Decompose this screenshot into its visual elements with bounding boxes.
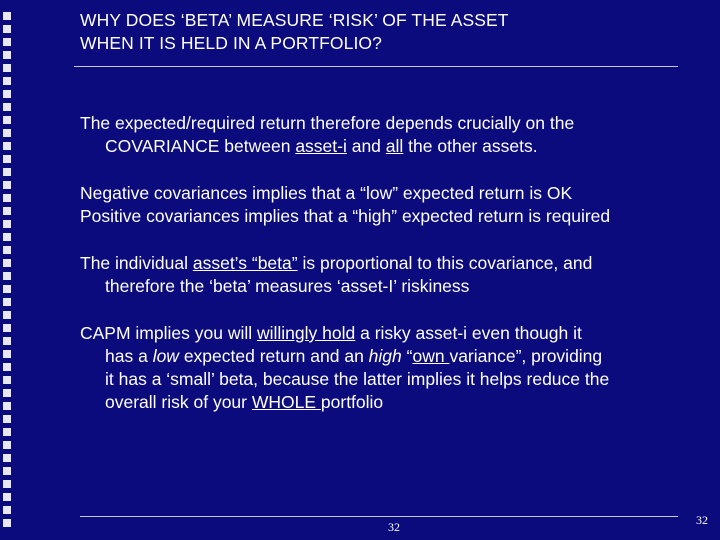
p1-text-b: and (346, 136, 386, 156)
decorative-square (3, 519, 11, 527)
paragraph-capm (80, 322, 700, 414)
decorative-square (3, 51, 11, 59)
decorative-square (3, 285, 11, 293)
decorative-square (3, 25, 11, 33)
decorative-square (3, 77, 11, 85)
p1-line2 (80, 135, 700, 158)
p5-text-a: CAPM implies you will (80, 323, 257, 343)
p4-text-a: The individual (80, 253, 193, 273)
p4-underline-beta: asset’s “beta” (192, 253, 298, 273)
p1-underline-asset-i: asset-i (295, 136, 347, 156)
decorative-square (3, 415, 11, 423)
decorative-square (3, 402, 11, 410)
p5-text-b: a risky asset-i even though it (355, 323, 582, 343)
decorative-square (3, 337, 11, 345)
page-number-right: 32 (696, 513, 708, 527)
paragraph-positive-covariance: Positive covariances implies that a “high” expected return is required (80, 206, 611, 226)
decorative-square (3, 116, 11, 124)
decorative-square (3, 441, 11, 449)
p1-text-a: COVARIANCE between (105, 136, 296, 156)
decorative-square (3, 376, 11, 384)
p5-line2 (80, 345, 700, 368)
p5-underline-own: own (412, 346, 450, 366)
p4-line2: therefore the ‘beta’ measures ‘asset-I’ riskiness (105, 276, 470, 296)
decorative-square (3, 467, 11, 475)
p5-italic-high: high (368, 346, 402, 366)
decorative-square (3, 168, 11, 176)
decorative-square (3, 272, 11, 280)
p4-text-b: is proportional to this covariance, and (297, 253, 593, 273)
decorative-bullet-strip (3, 12, 13, 532)
title-line-2: WHEN IT IS HELD IN A PORTFOLIO? (80, 33, 382, 53)
decorative-square (3, 155, 11, 163)
decorative-square (3, 12, 11, 20)
title-divider (74, 66, 678, 67)
p5-line3: it has a ‘small’ beta, because the latter implies it helps reduce the (105, 369, 610, 389)
paragraph-negative-covariance: Negative covariances implies that a “low” expected return is OK (80, 183, 573, 203)
decorative-square (3, 493, 11, 501)
decorative-square (3, 103, 11, 111)
decorative-square (3, 142, 11, 150)
decorative-square (3, 194, 11, 202)
decorative-square (3, 506, 11, 514)
decorative-square (3, 350, 11, 358)
paragraph-beta (80, 252, 700, 298)
p1-underline-all: all (385, 136, 404, 156)
page-number-center: 32 (388, 520, 400, 534)
slide-body (80, 112, 700, 414)
p5-l2-d: variance”, providing (449, 346, 603, 366)
footer-divider (80, 516, 678, 517)
p5-l4-a: overall risk of your (105, 392, 252, 412)
p5-underline-whole: WHOLE (251, 392, 321, 412)
p1-line1: The expected/required return therefore depends crucially on the (80, 113, 575, 133)
paragraph-covariance (80, 112, 700, 158)
p5-italic-low: low (152, 346, 179, 366)
decorative-square (3, 389, 11, 397)
decorative-square (3, 480, 11, 488)
decorative-square (3, 233, 11, 241)
decorative-square (3, 324, 11, 332)
decorative-square (3, 246, 11, 254)
p5-l2-c: “ (401, 346, 413, 366)
decorative-square (3, 428, 11, 436)
decorative-square (3, 181, 11, 189)
decorative-square (3, 90, 11, 98)
p5-l2-a: has a (105, 346, 153, 366)
decorative-square (3, 64, 11, 72)
p1-text-c: the other assets. (403, 136, 538, 156)
slide-title (80, 9, 680, 55)
decorative-square (3, 220, 11, 228)
title-line-1: WHY DOES ‘BETA’ MEASURE ‘RISK’ OF THE ASSET (80, 10, 509, 30)
p5-l2-b: expected return and an (178, 346, 369, 366)
decorative-square (3, 454, 11, 462)
decorative-square (3, 207, 11, 215)
decorative-square (3, 38, 11, 46)
p5-line4 (80, 391, 700, 414)
decorative-square (3, 259, 11, 267)
decorative-square (3, 129, 11, 137)
p5-underline-willingly-hold: willingly hold (256, 323, 356, 343)
decorative-square (3, 363, 11, 371)
decorative-square (3, 311, 11, 319)
p5-l4-b: portfolio (320, 392, 384, 412)
decorative-square (3, 298, 11, 306)
